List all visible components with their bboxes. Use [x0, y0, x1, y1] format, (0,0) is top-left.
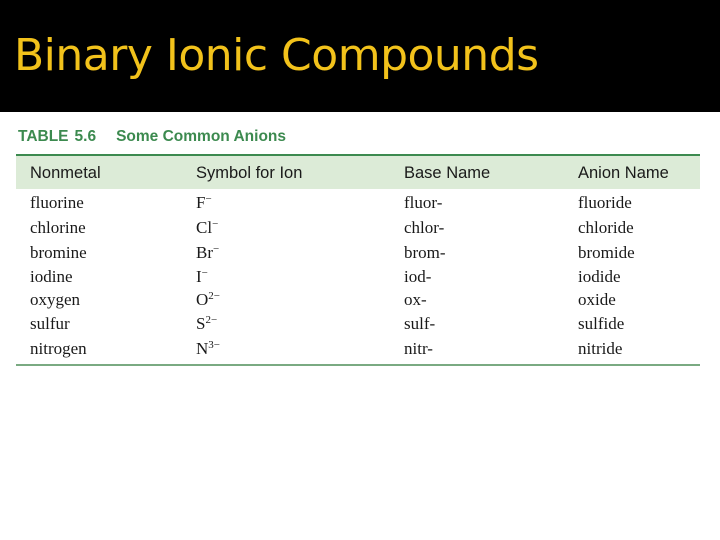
cell-nonmetal: nitrogen: [30, 339, 87, 358]
cell-base-name: ox-: [404, 290, 427, 309]
cell-symbol: [196, 267, 208, 287]
header-base-name: Base Name: [404, 164, 491, 182]
cell-nonmetal: iodine: [30, 267, 73, 286]
ion-charge: 2−: [205, 314, 218, 326]
header-symbol: Symbol for Ion: [196, 164, 303, 182]
cell-symbol: [196, 339, 220, 359]
ion-charge: −: [213, 243, 220, 255]
cell-anion-name: nitride: [578, 339, 623, 358]
ion-charge: −: [212, 218, 219, 230]
ion-symbol: F: [196, 193, 206, 212]
cell-nonmetal: oxygen: [30, 290, 81, 309]
cell-symbol: [196, 243, 219, 263]
cell-base-name: brom-: [404, 243, 446, 262]
cell-anion-name: fluoride: [578, 193, 632, 212]
cell-nonmetal: bromine: [30, 243, 87, 262]
ion-charge: −: [201, 267, 208, 279]
cell-base-name: nitr-: [404, 339, 433, 358]
cell-anion-name: oxide: [578, 290, 616, 309]
ion-symbol: N: [196, 339, 209, 358]
table-caption-text: Some Common Anions: [116, 128, 287, 145]
cell-symbol: [196, 193, 212, 213]
ion-symbol: O: [196, 290, 209, 309]
cell-base-name: iod-: [404, 267, 432, 286]
cell-anion-name: sulfide: [578, 314, 625, 333]
cell-nonmetal: fluorine: [30, 193, 84, 212]
ion-symbol: Br: [196, 243, 213, 262]
header-nonmetal: Nonmetal: [30, 164, 101, 182]
table-bottom-rule: [16, 364, 700, 366]
table-caption: [18, 128, 286, 146]
ion-symbol: I: [196, 267, 202, 286]
ion-charge: −: [205, 193, 212, 205]
cell-anion-name: iodide: [578, 267, 621, 286]
cell-base-name: fluor-: [404, 193, 443, 212]
cell-base-name: chlor-: [404, 218, 445, 237]
cell-nonmetal: sulfur: [30, 314, 70, 333]
ion-symbol: S: [196, 314, 206, 333]
table-caption-number: 5.6: [74, 128, 97, 145]
ion-symbol: Cl: [196, 218, 213, 237]
cell-anion-name: chloride: [578, 218, 634, 237]
cell-nonmetal: chlorine: [30, 218, 86, 237]
slide-title: Binary Ionic Compounds: [14, 30, 539, 81]
cell-symbol: [196, 218, 218, 238]
cell-anion-name: bromide: [578, 243, 635, 262]
cell-symbol: [196, 290, 220, 310]
ion-charge: 2−: [208, 290, 220, 302]
cell-base-name: sulf-: [404, 314, 436, 333]
table-caption-label: TABLE: [18, 128, 69, 145]
header-anion-name: Anion Name: [578, 164, 669, 182]
ion-charge: 3−: [208, 339, 220, 351]
cell-symbol: [196, 314, 217, 334]
